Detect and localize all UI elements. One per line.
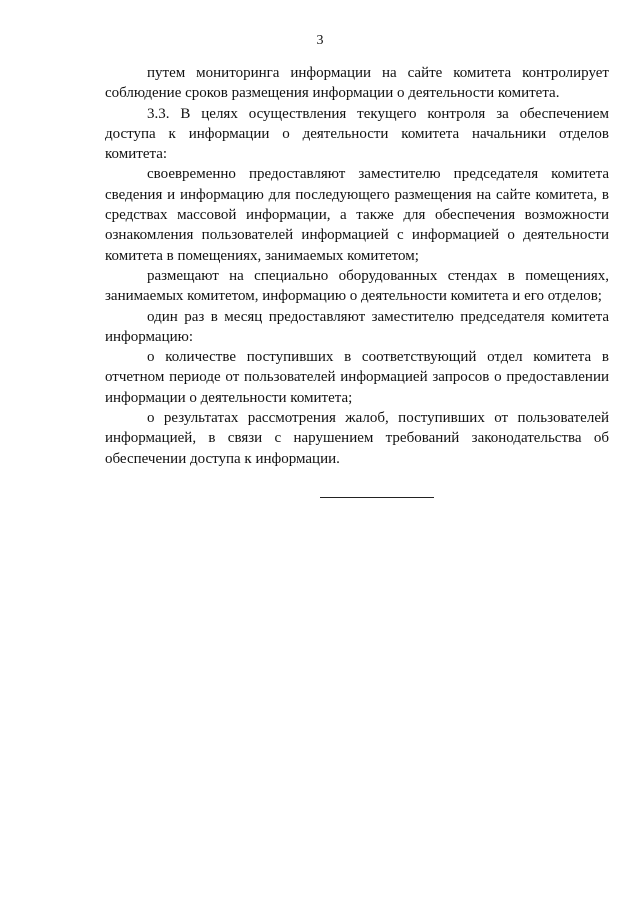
paragraph-monthly-report: один раз в месяц предоставляют заместителю председателя комитета информацию: <box>105 308 609 345</box>
paragraph-section-3-3: 3.3. В целях осуществления текущего контроля за обеспечением доступа к информации о деятельности комитета начальники отделов комитета: <box>105 105 609 163</box>
paragraph-stands: размещают на специально оборудованных стендах в помещениях, занимаемых комитетом, информацию о деятельности комитета и его отделов; <box>105 267 609 305</box>
paragraph-monitoring: путем мониторинга информации на сайте комитета контролирует соблюдение сроков размещения информации о деятельности комитета. <box>105 65 609 102</box>
paragraph-timely-provision: своевременно предоставляют заместителю председателя комитета сведения и информацию для последующего размещения на сайте комитета, в средствах массовой информации, а также для обеспечения возможности ознакомления пользователей информацией с информацией о деятельности комитета в помещениях, занимаемых комитетом; <box>105 166 609 264</box>
page-number: 3 <box>316 33 324 48</box>
paragraph-request-count: о количестве поступивших в соответствующий отдел комитета в отчетном периоде от пользователей информацией запросов о предоставлении информации о деятельности комитета; <box>105 349 609 406</box>
paragraph-complaints: о результатах рассмотрения жалоб, поступивших от пользователей информацией, в связи с нарушением требований законодательства об обеспечении доступа к информации. <box>105 410 609 467</box>
end-of-document-line <box>320 497 434 498</box>
document-body <box>105 63 609 469</box>
